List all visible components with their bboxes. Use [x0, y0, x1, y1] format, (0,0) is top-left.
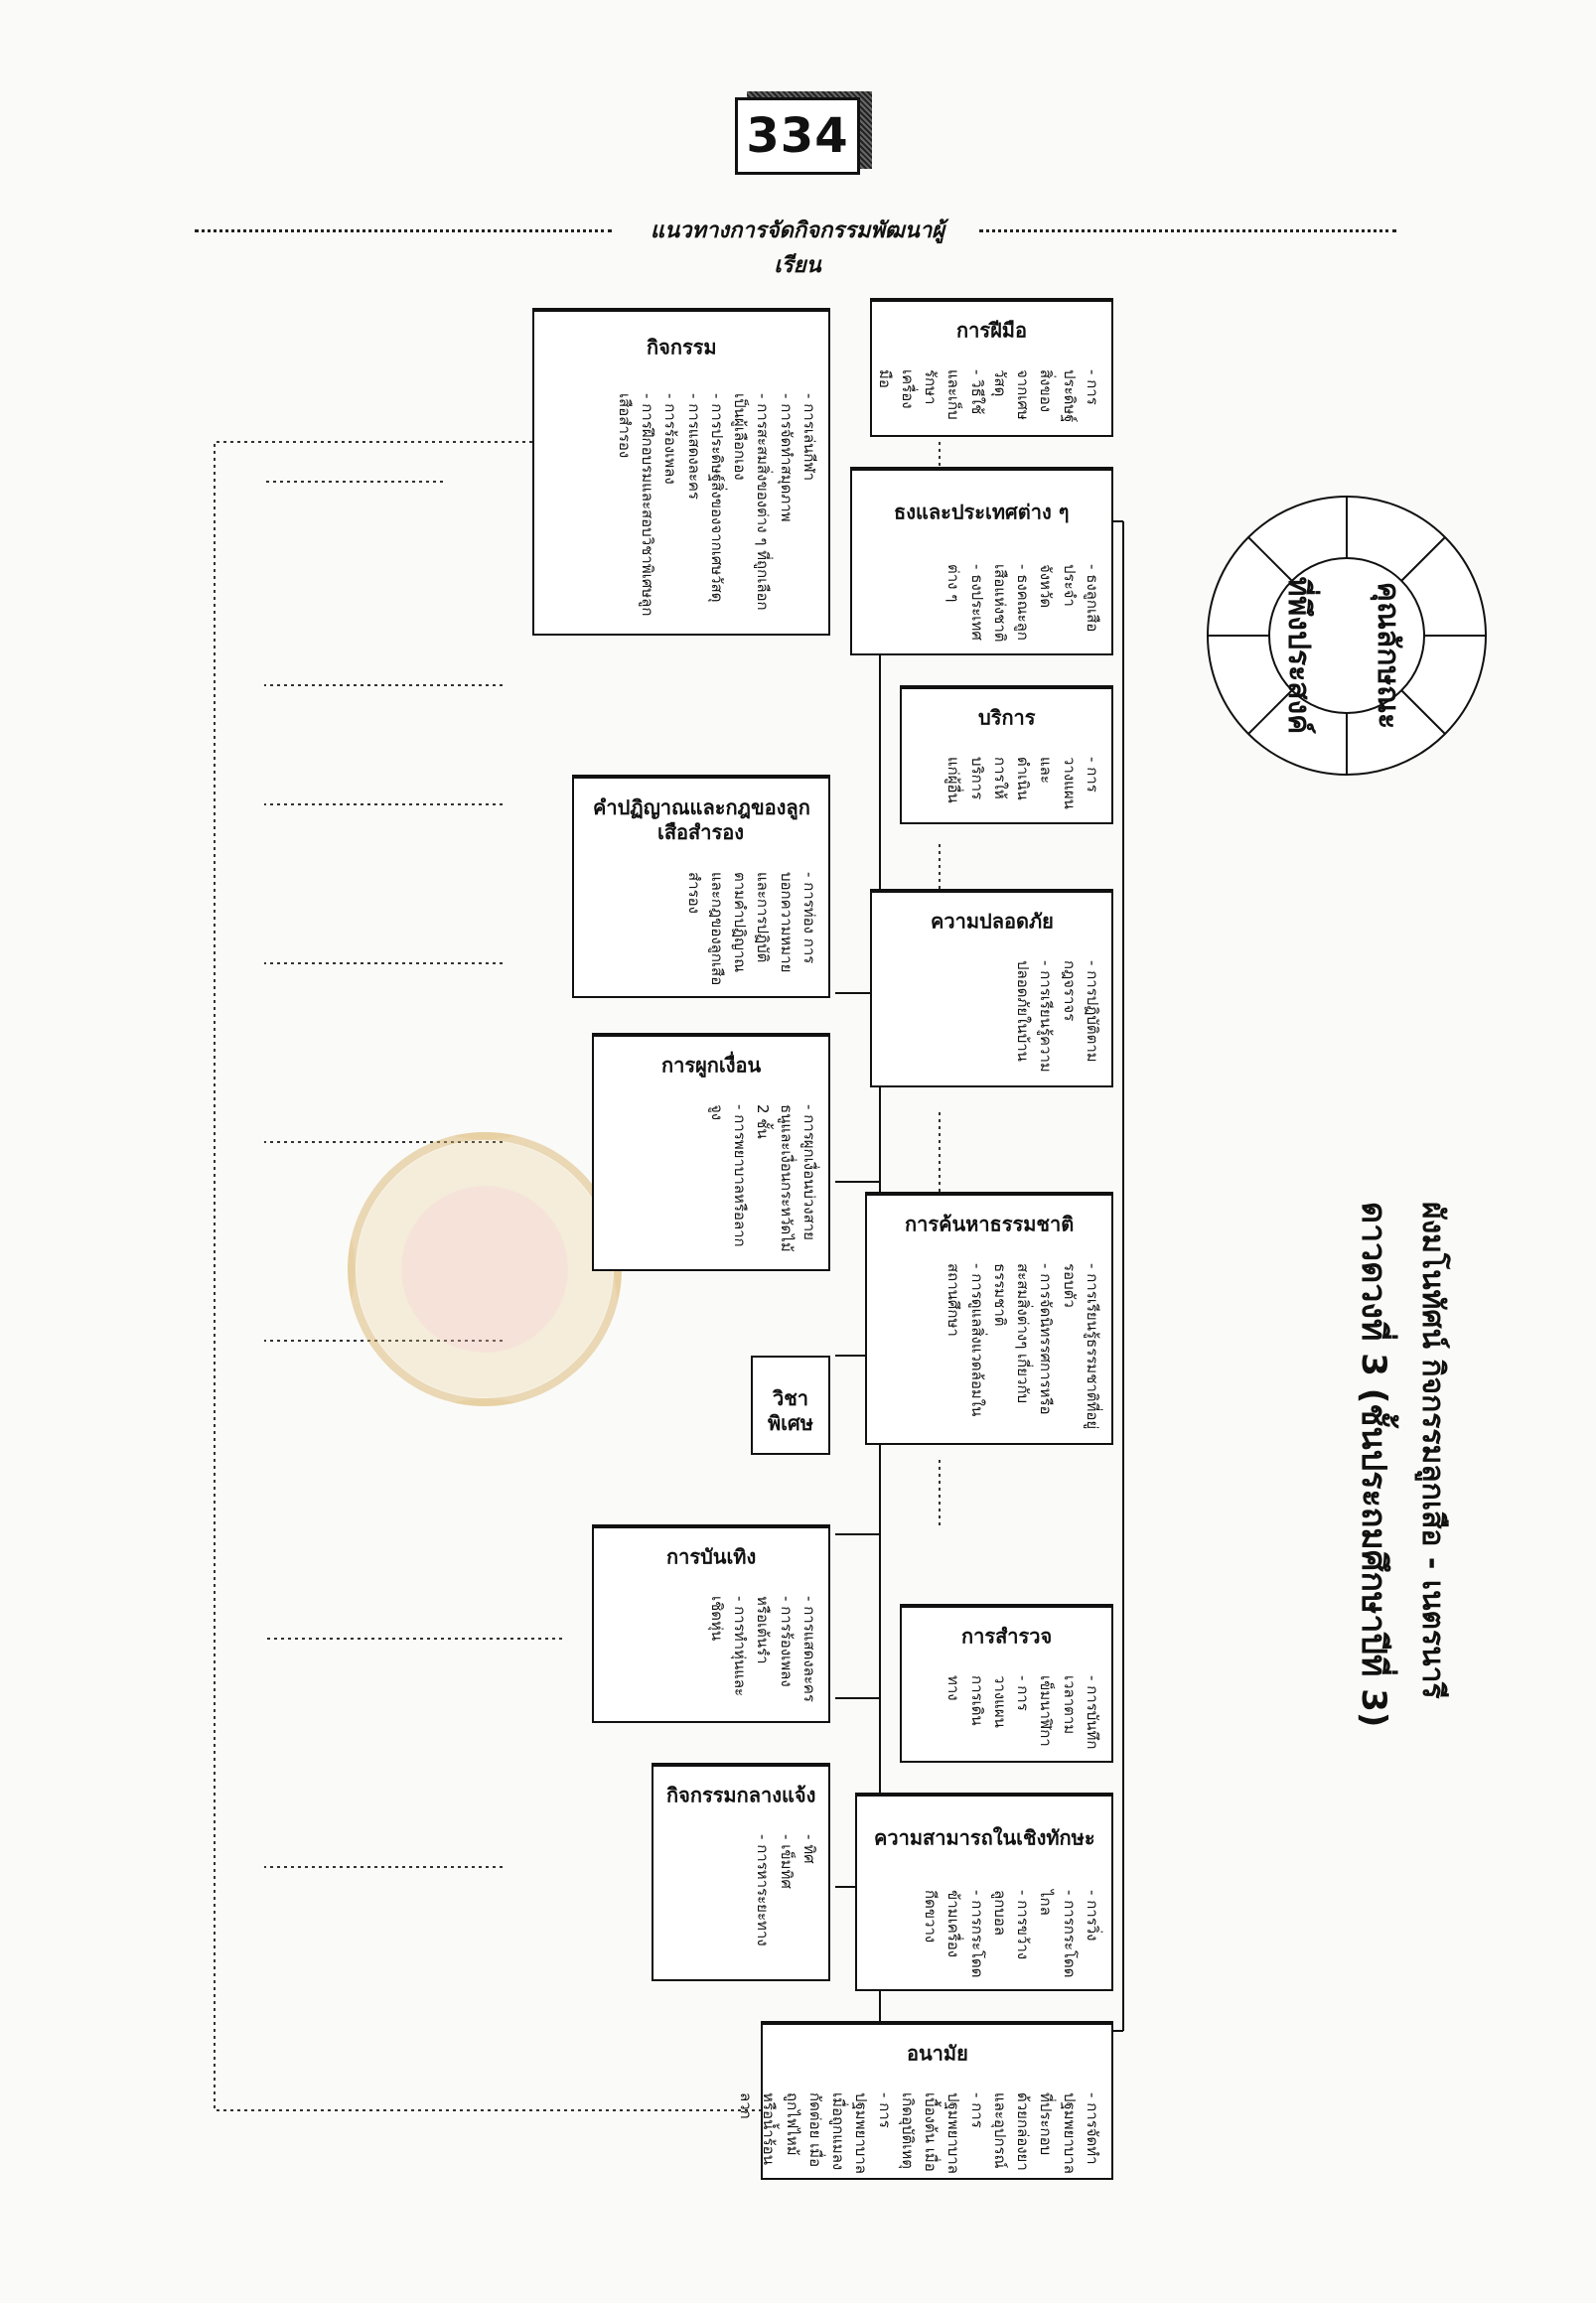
- branch-item: - การปฏิบัติตามกฎจราจร: [1058, 960, 1104, 1076]
- branch-items: [737, 2083, 1111, 2184]
- branch-heading: การค้นหาธรรมชาติ: [867, 1194, 1111, 1253]
- school-seal-watermark: [348, 1132, 622, 1406]
- branch-item: - การวิ่ง: [1081, 1890, 1103, 1979]
- branch-item: - การวางแผนการเดินทาง: [942, 1675, 1034, 1751]
- branch-heading: กิจกรรมกลางแจ้ง: [653, 1765, 828, 1824]
- branch-item: - การดูแลสิ่งแวดล้อมในสถานศึกษา: [942, 1263, 988, 1433]
- branch-item: - การท่อง การบอกความหมายและการปฏิบัติตามคำปฏิญาณและกฎของลูกเสือสำรอง: [682, 872, 821, 986]
- branch-heading: การผูกเงื่อน: [594, 1035, 828, 1094]
- branch-item: - การปฐมพยาบาลเมื่อถูกแมลงกัดต่อย เมื่อถูกไฟไหม้หรือน้ำร้อนลวก: [734, 2092, 896, 2174]
- branch-item: - การเรียนรู้ธรรมชาติที่อยู่รอบตัว: [1058, 1263, 1104, 1433]
- branch-heading: ความปลอดภัย: [872, 891, 1111, 950]
- branch-items: [594, 1586, 828, 1721]
- header-rule-left: [195, 229, 612, 232]
- branch-item: - การวางแผนและดำเนินการให้บริการแก่ผู้อื่น: [942, 757, 1103, 812]
- center-label-1: คุณลักษณะ: [1371, 581, 1405, 730]
- branch-item: - การจัดทำปฐมพยาบาลที่ประกอบด้วยกล่องยาและอุปกรณ์: [988, 2092, 1103, 2174]
- branch-box: [900, 685, 1113, 824]
- center-wheel: [1208, 497, 1486, 775]
- branch-items: [902, 1665, 1111, 1761]
- branch-item: - การประดิษฐ์สิ่งของจากเศษวัสดุ: [705, 393, 728, 624]
- branch-item: - การขว้างลูกบอล: [988, 1890, 1035, 1979]
- page-number: 334: [735, 97, 860, 175]
- branch-heading: วิชาพิเศษ: [768, 1386, 813, 1435]
- branch-items: [872, 360, 1111, 435]
- branch-box: [870, 889, 1113, 1087]
- branch-items: [867, 1253, 1111, 1443]
- branch-items: [857, 1880, 1111, 1989]
- branch-box: [572, 775, 830, 998]
- branch-item: - การจัดทำสมุดภาพ: [775, 393, 798, 624]
- branch-item: - ธงประเทศต่าง ๆ: [942, 564, 988, 644]
- branch-item: - เข็มทิศ: [775, 1834, 798, 1946]
- branch-heading: คำปฏิญาณและกฎของลูกเสือสำรอง: [574, 777, 828, 862]
- branch-item: - การประดิษฐ์สิ่งของจากเศษวัสดุ: [988, 369, 1103, 425]
- branch-item: - การฝึกอบรมและสอบวิชาพิเศษลูกเสือสำรอง: [613, 393, 659, 624]
- branch-items: [653, 1824, 828, 1956]
- diagram-title: ผังมโนทัศน์ กิจกรรมลูกเสือ - เนตรนารี: [1415, 1202, 1450, 1699]
- branch-item: - การเรียนรู้ความปลอดภัยในบ้าน: [1011, 960, 1058, 1076]
- branch-item: - การปฐมพยาบาลเบื้องต้น เมื่อเกิดอุบัติเหตุ: [896, 2092, 988, 2174]
- diagram-subtitle: ดาวดวงที่ 3 (ชั้นประถมศึกษาปีที่ 3): [1354, 1202, 1393, 1728]
- branch-box: [865, 1192, 1113, 1445]
- branch-item: - การเล่นกีฬา: [798, 393, 820, 624]
- rotated-diagram: [125, 268, 1496, 2195]
- branch-item: - การหาระยะทาง: [751, 1834, 774, 1946]
- branch-box: [900, 1604, 1113, 1763]
- branch-items: [852, 554, 1111, 653]
- branch-item: - วิธีใช้และเก็บรักษาเครื่องมือ: [873, 369, 988, 425]
- branch-item: - การร้องเพลงหรือเต้นรำ: [751, 1596, 798, 1711]
- branch-items: [902, 747, 1111, 822]
- branch-item: - การแสดงละคร: [682, 393, 705, 624]
- branch-box: [850, 467, 1113, 655]
- branch-heading: บริการ: [902, 687, 1111, 747]
- branch-box: [855, 1793, 1113, 1991]
- branch-heading: การฝีมือ: [872, 300, 1111, 360]
- branch-heading: อนามัย: [763, 2023, 1111, 2083]
- branch-item: - การสะสมสิ่งของต่าง ๆ ที่ถูกเลือกเป็นผู้เลือกเอง: [728, 393, 775, 624]
- branch-heading: การสำรวจ: [902, 1606, 1111, 1665]
- branch-box: [592, 1033, 830, 1271]
- header-rule-right: [979, 229, 1396, 232]
- branch-heading: ธงและประเทศต่าง ๆ: [852, 469, 1111, 554]
- branch-item: - ธงคณะลูกเสือแห่งชาติ: [988, 564, 1035, 644]
- branch-box: [751, 1356, 830, 1455]
- branch-box: [592, 1524, 830, 1723]
- branch-item: - ธงลูกเสือประจำจังหวัด: [1034, 564, 1103, 644]
- branch-item: - การทำหุ่นและเชิดหุ่น: [705, 1596, 752, 1711]
- center-label-2: ที่พึงประสงค์: [1281, 576, 1316, 735]
- branch-item: - การจัดนิทรรศการหรือสะสมสิ่งต่างๆ เกี่ยวกับธรรมชาติ: [988, 1263, 1058, 1433]
- branch-heading: กิจกรรม: [534, 310, 828, 383]
- branch-item: - การบันทึกเวลาตามเข็มนาฬิกา: [1034, 1675, 1103, 1751]
- branch-heading: การบันเทิง: [594, 1526, 828, 1586]
- branch-item: - การแสดงละคร: [798, 1596, 820, 1711]
- branch-items: [594, 1094, 828, 1269]
- branch-items: [872, 950, 1111, 1085]
- branch-item: - การร้องเพลง: [658, 393, 681, 624]
- branch-item: - การกระโดดไกล: [1034, 1890, 1081, 1979]
- branch-items: [534, 383, 828, 634]
- branch-item: - การพยาบาลหรือลากจูง: [705, 1104, 752, 1259]
- branch-box: [532, 308, 830, 636]
- branch-box: [737, 2021, 1113, 2180]
- concept-map: [125, 268, 1496, 2195]
- branch-box: [870, 298, 1113, 437]
- branch-heading: ความสามารถในเชิงทักษะ: [857, 1795, 1111, 1880]
- branch-box: [652, 1763, 830, 1981]
- running-title: แนวทางการจัดกิจกรรมพัฒนาผู้เรียน: [650, 218, 945, 278]
- branch-items: [574, 862, 828, 996]
- branch-item: - การผูกเงื่อนบ่วงสายธนูและเงื่อนกระหวัดไม้ 2 ชั้น: [751, 1104, 820, 1259]
- branch-item: - ทิศ: [798, 1834, 820, 1946]
- branch-item: - การกระโดดข้ามเครื่องกีดขวาง: [919, 1890, 988, 1979]
